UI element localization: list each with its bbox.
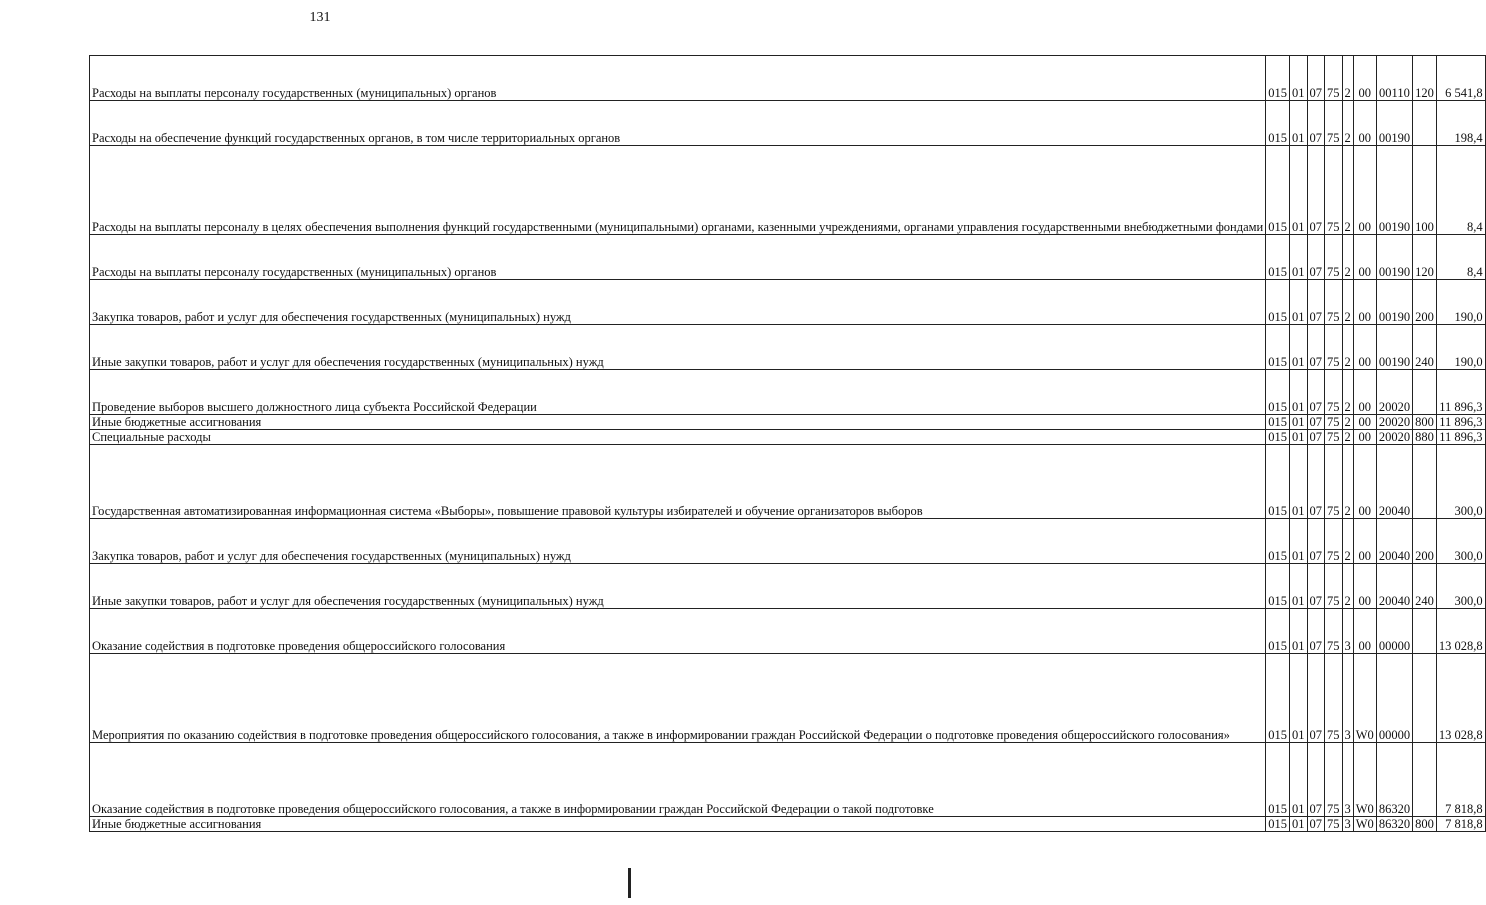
direction-code: 00	[1353, 519, 1376, 564]
expense-type-code	[1413, 101, 1437, 146]
row-name: Расходы на выплаты персоналу в целях обеспечения выполнения функций государственными (муниципальными) органами, казенными учреждениями, органами управления государственными внебюджетными фондами	[90, 146, 1266, 235]
expense-code: 00190	[1376, 101, 1412, 146]
table-row	[90, 654, 1486, 743]
program-code: 75	[1325, 564, 1343, 609]
amount-value: 13 028,8	[1436, 654, 1485, 743]
ministry-code: 015	[1266, 370, 1290, 415]
budget-table	[89, 55, 1486, 832]
subsection-code: 07	[1307, 445, 1325, 519]
row-name: Закупка товаров, работ и услуг для обеспечения государственных (муниципальных) нужд	[90, 280, 1266, 325]
subprogram-code: 3	[1342, 743, 1353, 817]
program-code: 75	[1325, 430, 1343, 445]
amount-value: 8,4	[1436, 235, 1485, 280]
row-name: Проведение выборов высшего должностного лица субъекта Российской Федерации	[90, 370, 1266, 415]
program-code: 75	[1325, 519, 1343, 564]
subsection-code: 07	[1307, 654, 1325, 743]
row-name: Иные закупки товаров, работ и услуг для обеспечения государственных (муниципальных) нужд	[90, 564, 1266, 609]
row-name: Закупка товаров, работ и услуг для обеспечения государственных (муниципальных) нужд	[90, 519, 1266, 564]
section-code: 01	[1290, 430, 1308, 445]
expense-code: 20040	[1376, 519, 1412, 564]
expense-code: 86320	[1376, 743, 1412, 817]
expense-type-code: 100	[1413, 146, 1437, 235]
ministry-code: 015	[1266, 564, 1290, 609]
expense-type-code: 240	[1413, 564, 1437, 609]
direction-code: 00	[1353, 415, 1376, 430]
ministry-code: 015	[1266, 430, 1290, 445]
subsection-code: 07	[1307, 430, 1325, 445]
direction-code: 00	[1353, 430, 1376, 445]
expense-type-code: 200	[1413, 519, 1437, 564]
amount-value: 11 896,3	[1436, 370, 1485, 415]
expense-type-code: 120	[1413, 235, 1437, 280]
program-code: 75	[1325, 325, 1343, 370]
subsection-code: 07	[1307, 743, 1325, 817]
direction-code: W0	[1353, 817, 1376, 832]
program-code: 75	[1325, 370, 1343, 415]
expense-code: 00190	[1376, 235, 1412, 280]
section-code: 01	[1290, 235, 1308, 280]
row-name: Расходы на выплаты персоналу государственных (муниципальных) органов	[90, 56, 1266, 101]
section-code: 01	[1290, 415, 1308, 430]
subsection-code: 07	[1307, 609, 1325, 654]
subprogram-code: 2	[1342, 445, 1353, 519]
section-code: 01	[1290, 817, 1308, 832]
row-name: Расходы на обеспечение функций государственных органов, в том числе территориальных органов	[90, 101, 1266, 146]
ministry-code: 015	[1266, 56, 1290, 101]
subsection-code: 07	[1307, 325, 1325, 370]
subsection-code: 07	[1307, 235, 1325, 280]
amount-value: 11 896,3	[1436, 430, 1485, 445]
section-code: 01	[1290, 445, 1308, 519]
subprogram-code: 2	[1342, 101, 1353, 146]
table-row	[90, 370, 1486, 415]
table-row	[90, 325, 1486, 370]
program-code: 75	[1325, 56, 1343, 101]
subprogram-code: 3	[1342, 654, 1353, 743]
table-row	[90, 743, 1486, 817]
table-row	[90, 415, 1486, 430]
ministry-code: 015	[1266, 817, 1290, 832]
expense-type-code	[1413, 743, 1437, 817]
scan-edge-mark	[628, 868, 631, 898]
section-code: 01	[1290, 519, 1308, 564]
row-name: Оказание содействия в подготовке проведения общероссийского голосования, а также в информировании граждан Российской Федерации о такой подготовке	[90, 743, 1266, 817]
ministry-code: 015	[1266, 445, 1290, 519]
section-code: 01	[1290, 325, 1308, 370]
row-name: Иные закупки товаров, работ и услуг для обеспечения государственных (муниципальных) нужд	[90, 325, 1266, 370]
direction-code: 00	[1353, 564, 1376, 609]
expense-code: 00190	[1376, 146, 1412, 235]
program-code: 75	[1325, 280, 1343, 325]
page-number: 131	[309, 10, 331, 25]
direction-code: W0	[1353, 654, 1376, 743]
amount-value: 198,4	[1436, 101, 1485, 146]
expense-code: 00000	[1376, 654, 1412, 743]
row-name: Специальные расходы	[90, 430, 1266, 445]
amount-value: 300,0	[1436, 445, 1485, 519]
ministry-code: 015	[1266, 146, 1290, 235]
ministry-code: 015	[1266, 609, 1290, 654]
expense-type-code	[1413, 609, 1437, 654]
expense-code: 20040	[1376, 564, 1412, 609]
table-row	[90, 56, 1486, 101]
amount-value: 190,0	[1436, 280, 1485, 325]
ministry-code: 015	[1266, 235, 1290, 280]
subprogram-code: 3	[1342, 817, 1353, 832]
amount-value: 8,4	[1436, 146, 1485, 235]
subsection-code: 07	[1307, 146, 1325, 235]
program-code: 75	[1325, 609, 1343, 654]
ministry-code: 015	[1266, 654, 1290, 743]
amount-value: 190,0	[1436, 325, 1485, 370]
expense-code: 20020	[1376, 415, 1412, 430]
expense-code: 20020	[1376, 430, 1412, 445]
ministry-code: 015	[1266, 101, 1290, 146]
expense-code: 86320	[1376, 817, 1412, 832]
direction-code: 00	[1353, 101, 1376, 146]
subsection-code: 07	[1307, 56, 1325, 101]
section-code: 01	[1290, 564, 1308, 609]
program-code: 75	[1325, 146, 1343, 235]
amount-value: 11 896,3	[1436, 415, 1485, 430]
subprogram-code: 2	[1342, 564, 1353, 609]
section-code: 01	[1290, 654, 1308, 743]
expense-code: 00190	[1376, 325, 1412, 370]
subprogram-code: 2	[1342, 146, 1353, 235]
subsection-code: 07	[1307, 817, 1325, 832]
subprogram-code: 2	[1342, 235, 1353, 280]
row-name: Иные бюджетные ассигнования	[90, 817, 1266, 832]
program-code: 75	[1325, 817, 1343, 832]
section-code: 01	[1290, 743, 1308, 817]
subprogram-code: 2	[1342, 325, 1353, 370]
expense-code: 00190	[1376, 280, 1412, 325]
ministry-code: 015	[1266, 280, 1290, 325]
direction-code: 00	[1353, 609, 1376, 654]
section-code: 01	[1290, 280, 1308, 325]
program-code: 75	[1325, 743, 1343, 817]
amount-value: 7 818,8	[1436, 817, 1485, 832]
subsection-code: 07	[1307, 519, 1325, 564]
expense-type-code: 880	[1413, 430, 1437, 445]
ministry-code: 015	[1266, 415, 1290, 430]
row-name: Оказание содействия в подготовке проведения общероссийского голосования	[90, 609, 1266, 654]
table-row	[90, 519, 1486, 564]
direction-code: 00	[1353, 370, 1376, 415]
table-row	[90, 445, 1486, 519]
subprogram-code: 2	[1342, 370, 1353, 415]
direction-code: 00	[1353, 56, 1376, 101]
table-row	[90, 280, 1486, 325]
program-code: 75	[1325, 235, 1343, 280]
expense-type-code	[1413, 445, 1437, 519]
ministry-code: 015	[1266, 519, 1290, 564]
amount-value: 300,0	[1436, 519, 1485, 564]
row-name: Государственная автоматизированная информационная система «Выборы», повышение правовой культуры избирателей и обучение организаторов выборов	[90, 445, 1266, 519]
program-code: 75	[1325, 445, 1343, 519]
direction-code: 00	[1353, 235, 1376, 280]
direction-code: W0	[1353, 743, 1376, 817]
table-row	[90, 430, 1486, 445]
direction-code: 00	[1353, 445, 1376, 519]
expense-type-code: 200	[1413, 280, 1437, 325]
subsection-code: 07	[1307, 415, 1325, 430]
subprogram-code: 2	[1342, 430, 1353, 445]
section-code: 01	[1290, 146, 1308, 235]
expense-code: 00000	[1376, 609, 1412, 654]
expense-type-code: 800	[1413, 415, 1437, 430]
section-code: 01	[1290, 609, 1308, 654]
section-code: 01	[1290, 370, 1308, 415]
expense-type-code: 240	[1413, 325, 1437, 370]
amount-value: 13 028,8	[1436, 609, 1485, 654]
expense-code: 20040	[1376, 445, 1412, 519]
amount-value: 6 541,8	[1436, 56, 1485, 101]
expense-code: 20020	[1376, 370, 1412, 415]
amount-value: 7 818,8	[1436, 743, 1485, 817]
subsection-code: 07	[1307, 101, 1325, 146]
direction-code: 00	[1353, 280, 1376, 325]
table-row	[90, 101, 1486, 146]
table-row	[90, 564, 1486, 609]
ministry-code: 015	[1266, 325, 1290, 370]
subsection-code: 07	[1307, 280, 1325, 325]
section-code: 01	[1290, 101, 1308, 146]
subsection-code: 07	[1307, 564, 1325, 609]
ministry-code: 015	[1266, 743, 1290, 817]
section-code: 01	[1290, 56, 1308, 101]
subprogram-code: 2	[1342, 280, 1353, 325]
expense-type-code	[1413, 370, 1437, 415]
subsection-code: 07	[1307, 370, 1325, 415]
direction-code: 00	[1353, 146, 1376, 235]
table-row	[90, 817, 1486, 832]
subprogram-code: 2	[1342, 519, 1353, 564]
expense-type-code: 120	[1413, 56, 1437, 101]
subprogram-code: 3	[1342, 609, 1353, 654]
subprogram-code: 2	[1342, 415, 1353, 430]
row-name: Мероприятия по оказанию содействия в подготовке проведения общероссийского голосования, а также в информировании граждан Российской Федерации о подготовке проведения общероссийского голосования»	[90, 654, 1266, 743]
program-code: 75	[1325, 101, 1343, 146]
direction-code: 00	[1353, 325, 1376, 370]
row-name: Иные бюджетные ассигнования	[90, 415, 1266, 430]
amount-value: 300,0	[1436, 564, 1485, 609]
expense-type-code	[1413, 654, 1437, 743]
program-code: 75	[1325, 654, 1343, 743]
row-name: Расходы на выплаты персоналу государственных (муниципальных) органов	[90, 235, 1266, 280]
subprogram-code: 2	[1342, 56, 1353, 101]
program-code: 75	[1325, 415, 1343, 430]
table-row	[90, 235, 1486, 280]
expense-code: 00110	[1376, 56, 1412, 101]
table-row	[90, 146, 1486, 235]
expense-type-code: 800	[1413, 817, 1437, 832]
table-row	[90, 609, 1486, 654]
